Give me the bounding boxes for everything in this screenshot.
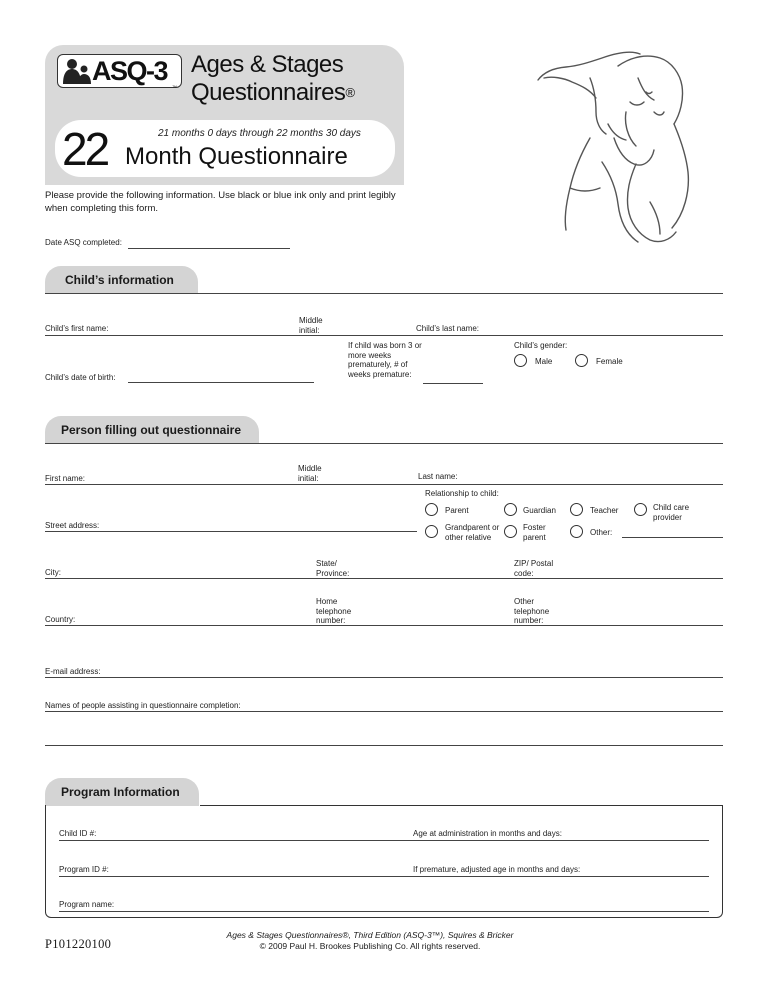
parent-radio[interactable]	[425, 503, 438, 516]
other-radio[interactable]	[570, 525, 583, 538]
person-section-tab: Person filling out questionnaire	[45, 416, 259, 444]
program-section-tab: Program Information	[45, 778, 199, 806]
premature-label: If child was born 3 or more weeks prematurely, # of weeks premature:	[348, 341, 422, 379]
state-label: State/ Province:	[316, 559, 350, 578]
female-radio[interactable]	[575, 354, 588, 367]
footer-text	[200, 930, 540, 951]
child-care-label: Child care provider	[653, 503, 690, 522]
mother-child-illustration	[530, 42, 695, 252]
assisting-field-1[interactable]	[45, 711, 723, 712]
program-name-field[interactable]	[59, 911, 709, 912]
logo-tm: ™	[172, 85, 177, 91]
parent-label: Parent	[445, 506, 469, 515]
footer-line1: Ages & Stages Questionnaires®, Third Edition (ASQ-3™), Squires & Bricker	[226, 930, 514, 940]
first-name-label: First name:	[45, 474, 86, 483]
relationship-label: Relationship to child:	[425, 489, 499, 498]
child-section-tab: Child’s information	[45, 266, 198, 294]
child-name-field[interactable]	[45, 335, 723, 336]
street-field[interactable]	[45, 531, 417, 532]
questionnaire-number: 22	[62, 123, 108, 175]
child-last-name-label: Child’s last name:	[416, 324, 479, 333]
person-name-field[interactable]	[45, 484, 723, 485]
child-section-divider	[45, 293, 723, 294]
grandparent-radio[interactable]	[425, 525, 438, 538]
child-id-field[interactable]	[59, 840, 709, 841]
premature-weeks-field[interactable]	[423, 383, 483, 384]
city-state-zip-field[interactable]	[45, 578, 723, 579]
logo-text: ASQ-3	[92, 56, 168, 86]
program-name-label: Program name:	[59, 900, 115, 909]
teacher-label: Teacher	[590, 506, 619, 515]
child-id-label: Child ID #:	[59, 829, 97, 838]
last-name-label: Last name:	[418, 472, 458, 481]
series-title	[191, 51, 355, 107]
assisting-field-2[interactable]	[45, 745, 723, 746]
registered-mark: ®	[345, 85, 355, 100]
family-logo-icon	[61, 57, 93, 85]
date-completed-field[interactable]	[128, 248, 290, 249]
footer-line2: © 2009 Paul H. Brookes Publishing Co. All rights reserved.	[259, 940, 481, 951]
email-label: E-mail address:	[45, 667, 101, 676]
gender-label: Child’s gender:	[514, 341, 568, 350]
person-section-divider	[45, 443, 723, 444]
middle-initial-label: Middle initial:	[298, 464, 322, 483]
male-label: Male	[535, 357, 553, 366]
child-care-radio[interactable]	[634, 503, 647, 516]
other-relationship-field[interactable]	[622, 537, 723, 538]
instructions-text: Please provide the following information. Use black or blue ink only and print legibly when completing this form.	[45, 190, 396, 214]
other-label: Other:	[590, 528, 613, 537]
program-id-field[interactable]	[59, 876, 709, 877]
male-radio[interactable]	[514, 354, 527, 367]
female-label: Female	[596, 357, 623, 366]
grandparent-label: Grandparent or other relative	[445, 523, 500, 542]
child-dob-label: Child’s date of birth:	[45, 373, 116, 382]
country-phone-field[interactable]	[45, 625, 723, 626]
country-label: Country:	[45, 615, 76, 624]
assisting-label: Names of people assisting in questionnaire completion:	[45, 701, 241, 710]
title-line2: Questionnaires	[191, 79, 346, 106]
foster-label: Foster parent	[523, 523, 546, 542]
guardian-radio[interactable]	[504, 503, 517, 516]
program-box	[45, 805, 723, 918]
zip-label: ZIP/ Postal code:	[514, 559, 554, 578]
teacher-radio[interactable]	[570, 503, 583, 516]
age-range: 21 months 0 days through 22 months 30 days	[158, 128, 361, 139]
questionnaire-title: Month Questionnaire	[125, 143, 348, 170]
guardian-label: Guardian	[523, 506, 556, 515]
form-code: P101220100	[45, 937, 112, 951]
program-id-label: Program ID #:	[59, 865, 109, 874]
child-first-name-label: Child’s first name:	[45, 324, 109, 333]
title-line1: Ages & Stages	[191, 51, 344, 78]
foster-radio[interactable]	[504, 525, 517, 538]
child-middle-initial-label: Middle initial:	[299, 316, 323, 335]
city-label: City:	[45, 568, 61, 577]
street-label: Street address:	[45, 521, 100, 530]
age-admin-label: Age at administration in months and days:	[413, 829, 562, 838]
home-phone-label: Home telephone number:	[316, 597, 352, 625]
date-completed-label: Date ASQ completed:	[45, 238, 122, 247]
child-dob-field[interactable]	[128, 382, 314, 383]
other-phone-label: Other telephone number:	[514, 597, 550, 625]
email-field[interactable]	[45, 677, 723, 678]
adjusted-age-label: If premature, adjusted age in months and days:	[413, 865, 581, 874]
